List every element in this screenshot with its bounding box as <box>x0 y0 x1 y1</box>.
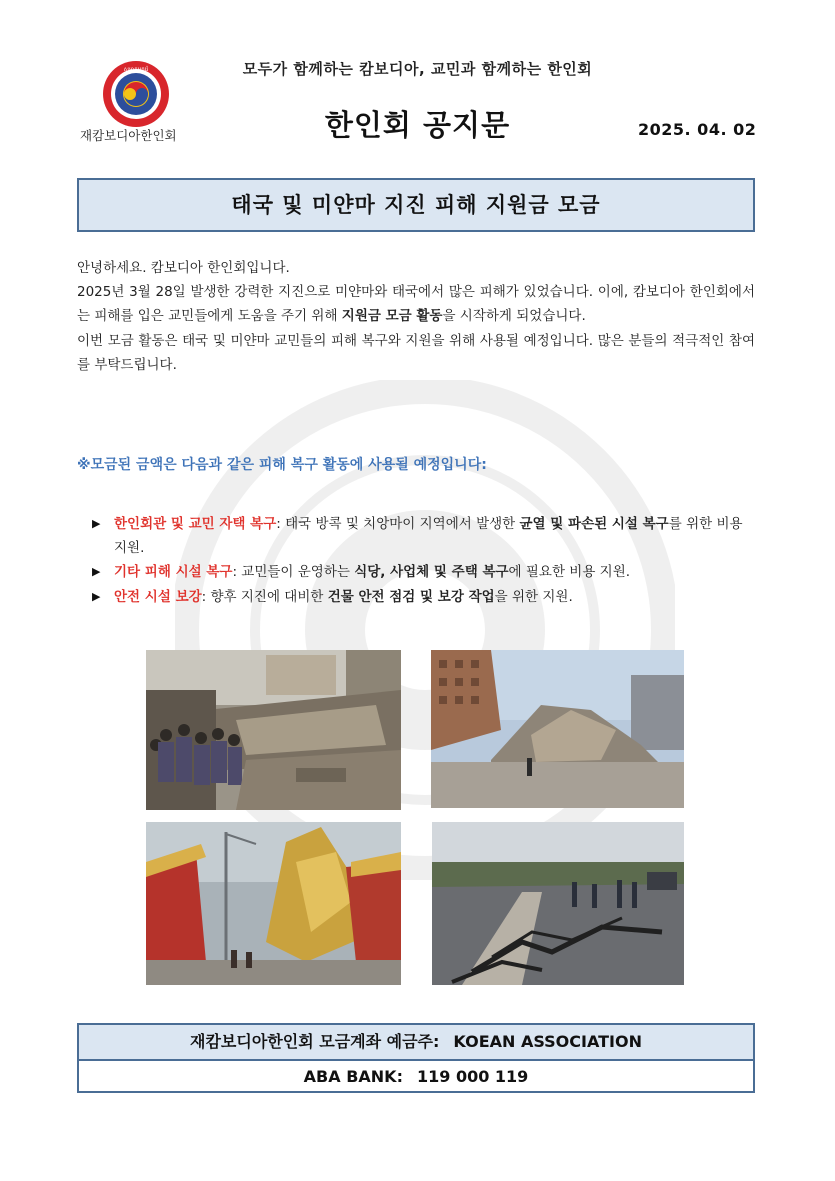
paragraph-1 <box>77 280 755 328</box>
triangle-bullet-icon: ▶ <box>92 517 101 530</box>
list-item-text-b: 를 위한 비용 지원. <box>114 516 743 557</box>
list-item-bold: 식당, 사업체 및 주택 복구 <box>354 564 509 581</box>
bank-row <box>79 1061 753 1093</box>
slogan: 모두가 함께하는 캄보디아, 교민과 함께하는 한인회 <box>242 60 593 78</box>
list-item-head: 한인회관 및 교민 자택 복구 <box>114 516 277 532</box>
body-text <box>77 256 755 377</box>
list-item-bold: 건물 안전 점검 및 보강 작업 <box>327 588 495 605</box>
paragraph-2: 이번 모금 활동은 태국 및 미얀마 교민들의 피해 복구와 지원을 위해 사용될 예정입니다. 많은 분들의 적극적인 참여를 부탁드립니다. <box>77 332 755 373</box>
subject-box: 태국 및 미얀마 지진 피해 지원금 모금 <box>77 178 755 232</box>
paragraph-1-text-a: 2025년 3월 28일 발생한 강력한 지진으로 미얀마와 태국에서 많은 피해가 있었습니다. 이에, 캄보디아 한인회에서는 피해를 입은 교민들에게 도움을 주기 위해 <box>77 284 755 325</box>
org-name: 재캄보디아한인회 <box>80 128 177 143</box>
account-number: 119 000 119 <box>416 1067 529 1086</box>
list-item <box>88 512 758 560</box>
list-item-head: 기타 피해 시설 복구 <box>114 564 233 581</box>
photo-collapsed-pagoda <box>146 822 401 985</box>
page-title: 한인회 공지문 <box>324 108 511 142</box>
account-holder-row <box>79 1025 753 1061</box>
account-box <box>77 1023 755 1093</box>
triangle-bullet-icon: ▶ <box>92 589 101 603</box>
logo-ring-text: សមាគមកូរ៉េ <box>123 67 149 73</box>
usage-list <box>88 512 758 609</box>
list-item-head: 안전 시설 보강 <box>114 588 202 605</box>
list-item-text-a: : 태국 방콕 및 치앙마이 지역에서 발생한 <box>276 516 520 532</box>
photo-collapsed-building <box>431 650 684 808</box>
photo-rescue-crowd <box>146 650 401 810</box>
paragraph-1-text-b: 을 시작하게 되었습니다. <box>442 308 586 325</box>
bank-label: ABA BANK: <box>303 1067 403 1086</box>
account-holder: KOEAN ASSOCIATION <box>453 1032 642 1051</box>
paragraph-1-bold: 지원금 모금 활동 <box>341 308 443 325</box>
greeting: 안녕하세요. 캄보디아 한인회입니다. <box>77 260 290 276</box>
list-item <box>88 560 758 584</box>
list-item-text-a: : 향후 지진에 대비한 <box>201 588 328 605</box>
list-item-text-b: 에 필요한 비용 지원. <box>508 564 631 581</box>
triangle-bullet-icon: ▶ <box>92 565 101 579</box>
account-label: 재캄보디아한인회 모금계좌 예금주: <box>190 1032 440 1051</box>
list-item <box>88 585 758 609</box>
list-item-text-b: 을 위한 지원. <box>494 588 573 605</box>
usage-notice: ※모금된 금액은 다음과 같은 피해 복구 활동에 사용될 예정입니다: <box>77 457 487 473</box>
notice-date: 2025. 04. 02 <box>638 120 757 139</box>
list-item-bold: 균열 및 파손된 시설 복구 <box>519 516 669 532</box>
photo-cracked-road <box>432 822 684 985</box>
list-item-text-a: : 교민들이 운영하는 <box>232 564 355 581</box>
